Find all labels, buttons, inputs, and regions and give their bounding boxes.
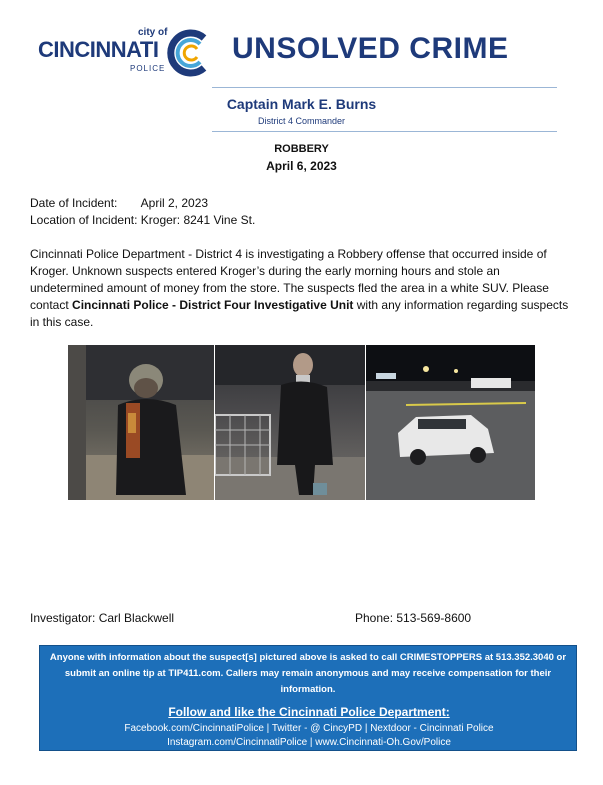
divider [212,131,557,132]
crimestoppers-banner [39,645,577,751]
suspect-photo-2 [215,345,365,500]
cincinnati-c-icon [164,28,214,78]
incident-location-row [30,212,255,229]
incident-date-row [30,195,255,212]
incident-description [30,246,575,331]
logo-city-name: CINCINNATI [38,37,159,62]
incident-location-value: Kroger: 8241 Vine St. [140,213,256,227]
follow-heading: Follow and like the Cincinnati Police Department: [168,705,450,719]
logo-city-of: city of [138,27,168,38]
incident-date-value: April 2, 2023 [140,196,209,210]
crime-date: April 6, 2023 [266,159,337,173]
description-text: Cincinnati Police Department - District 4 is investigating a Robbery offense that occurred inside of Kroger. Unknown suspects entered Kroger’s during the early morning hours and stole an undetermined amount of money from the store. The suspects fled the area in a white SUV. Please contact [30,247,549,312]
logo-police: POLICE [130,64,166,73]
cincinnati-police-logo [38,28,218,78]
incident-location-label: Location of Incident: [30,213,138,227]
social-links-line-2: Instagram.com/CincinnatiPolice | www.Cincinnati-Oh.Gov/Police [167,737,451,748]
commander-name: Captain Mark E. Burns [226,96,377,112]
incident-details [30,195,255,229]
contact-unit: Cincinnati Police - District Four Investigative Unit [72,298,354,312]
divider [212,87,557,88]
description-text-end: with any information regarding suspects in this case. [30,298,569,329]
suspect-photos [68,345,535,500]
incident-date-label: Date of Incident: [30,196,118,210]
header [38,22,568,82]
investigator-phone: Phone: 513-569-8600 [355,611,472,625]
crimestoppers-tip: Anyone with information about the suspect[s] pictured above is asked to call CRIMESTOPPERS at 513.352.3040 or submit an online tip at TIP411.com. Callers may remain anonymous and may receive compensation for their information. [49,652,567,695]
social-links-line-1: Facebook.com/CincinnatiPolice | Twitter - @ CincyPD | Nextdoor - Cincinnati Police [124,723,494,734]
suspect-vehicle-photo [366,345,535,500]
crime-type: ROBBERY [274,143,329,155]
commander-title: District 4 Commander [257,116,346,126]
investigator: Investigator: Carl Blackwell [30,611,175,625]
suspect-photo-1 [68,345,214,500]
page-title: UNSOLVED CRIME [232,32,509,65]
social-links [40,722,578,750]
